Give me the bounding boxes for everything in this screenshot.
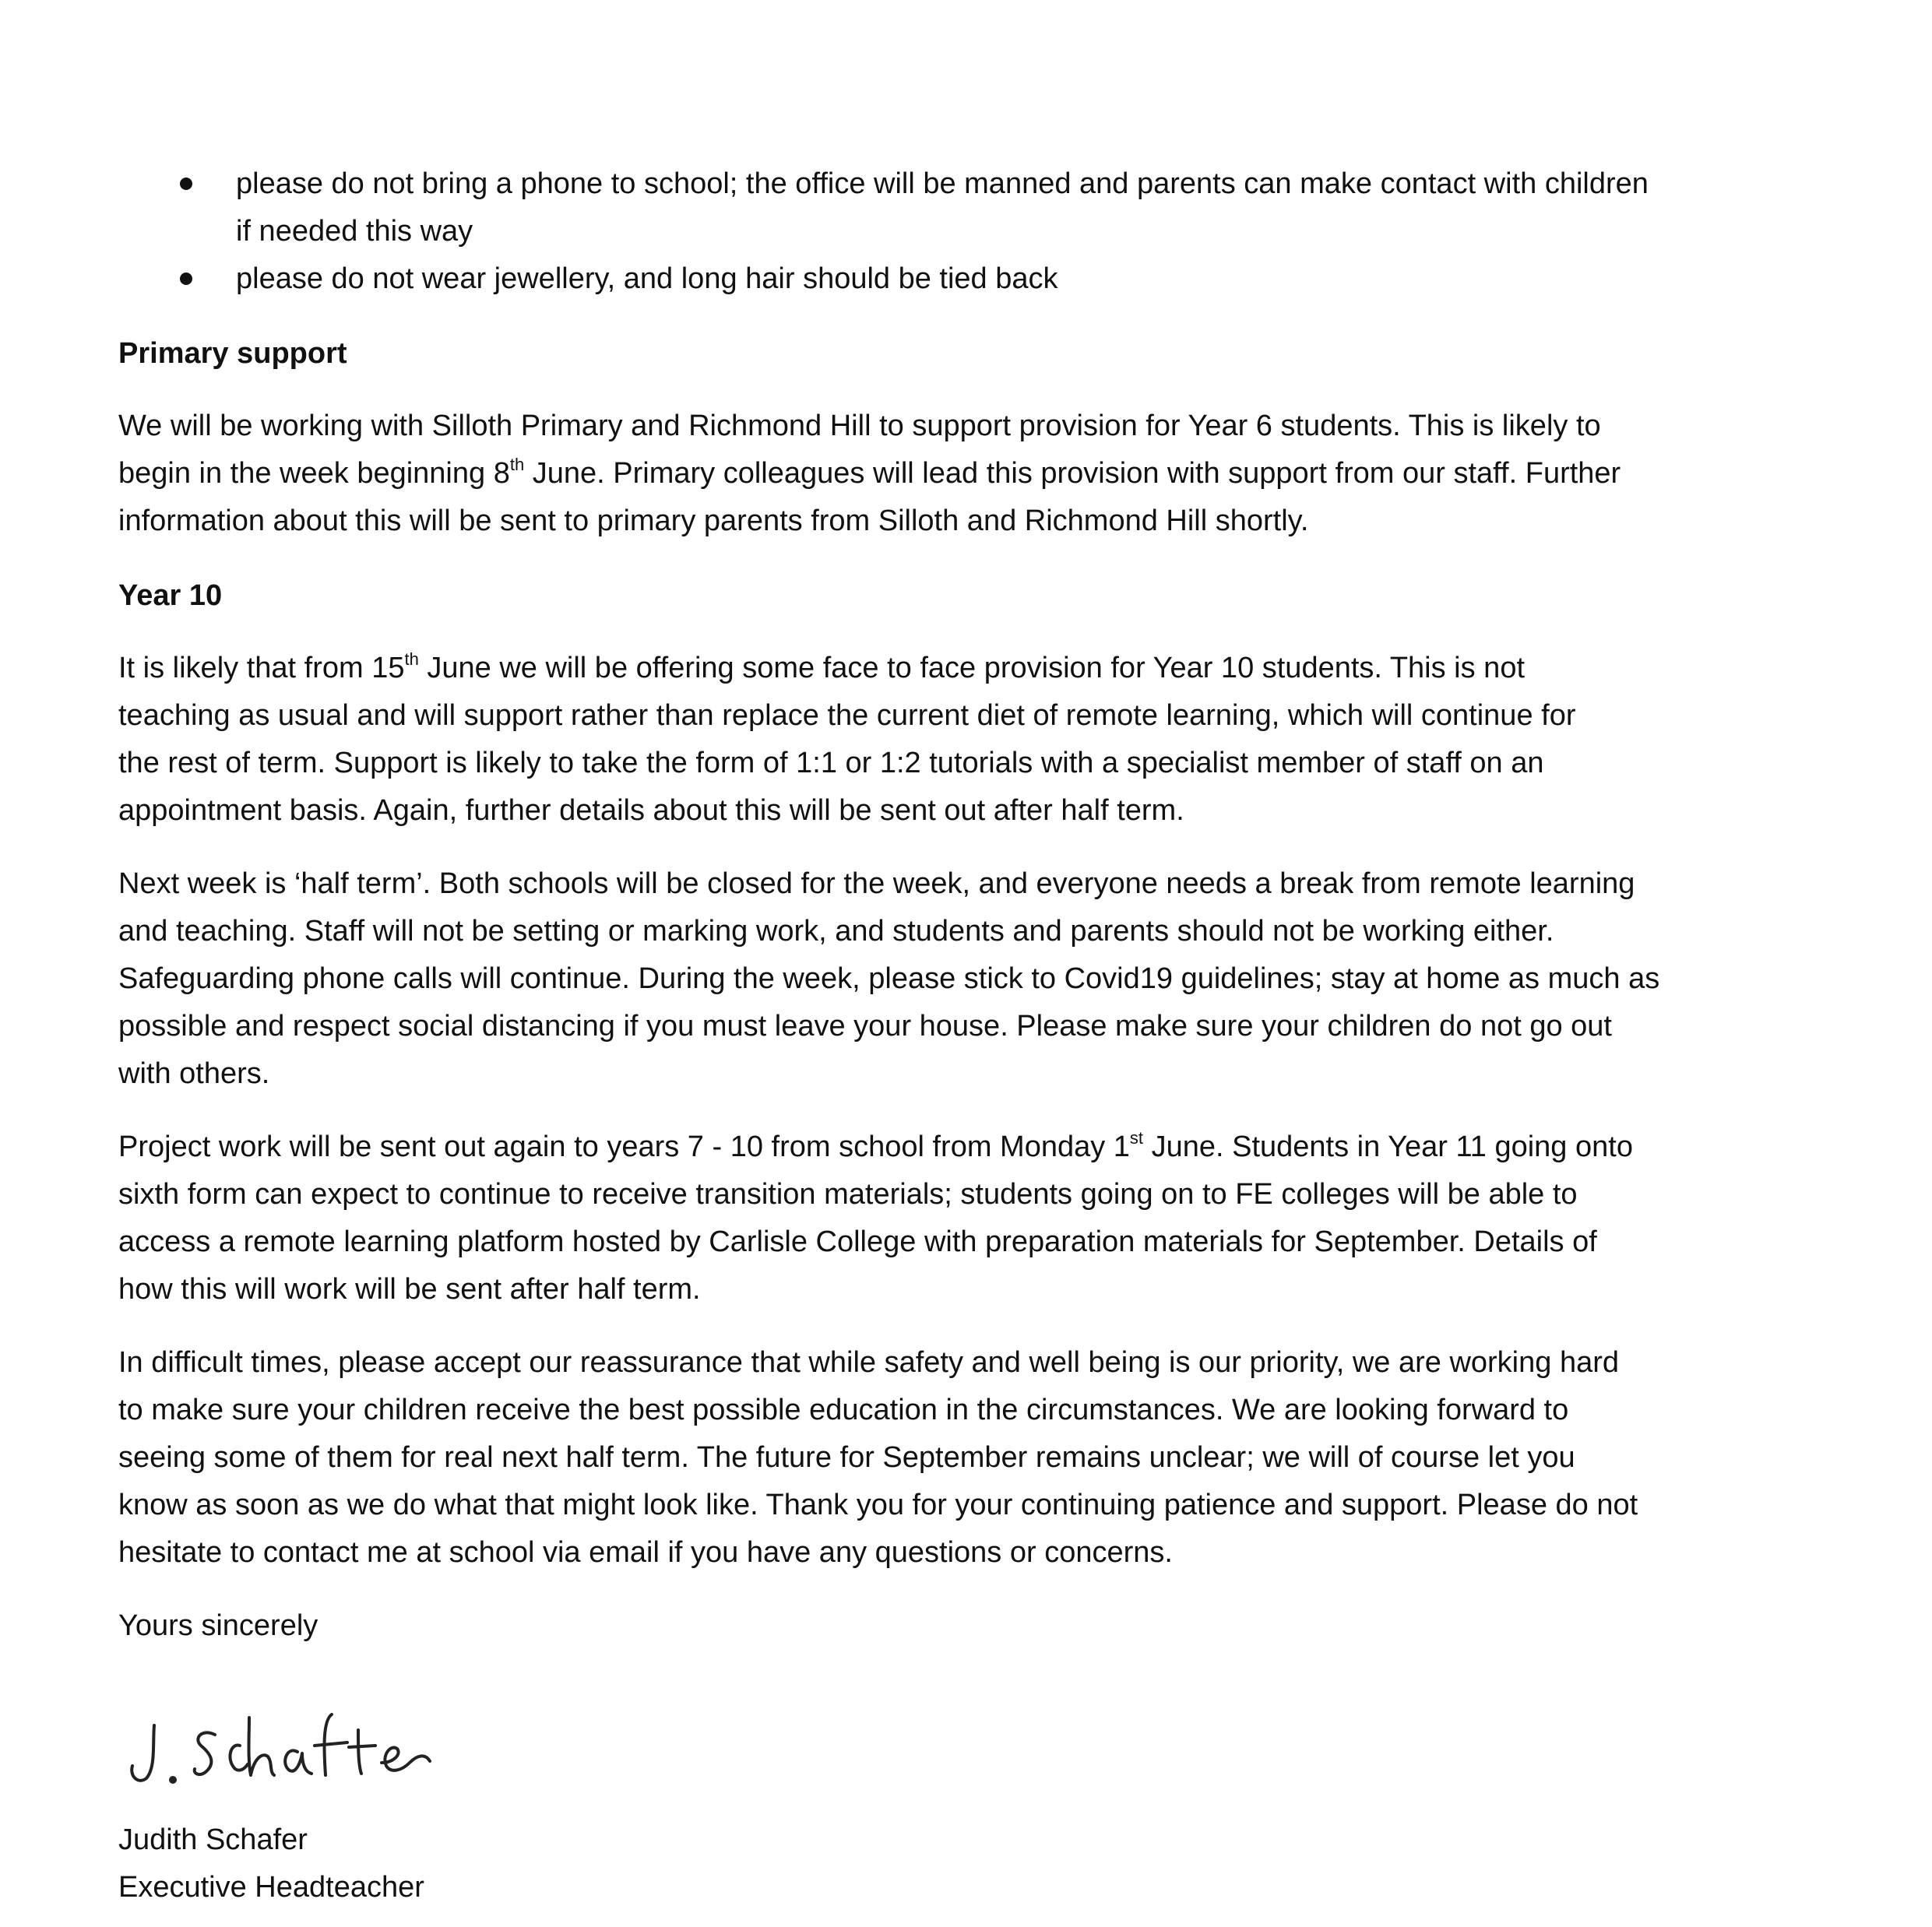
paragraph-line: with others. xyxy=(118,1057,270,1090)
paragraph-line: seeing some of them for real next half term. The future for September remains unclear; we will of course let you xyxy=(118,1441,1575,1474)
paragraph-line: sixth form can expect to continue to receive transition materials; students going on to FE colleges will be able to xyxy=(118,1178,1578,1211)
text-fragment: Project work will be sent out again to years 7 - 10 from school from Monday 1 xyxy=(118,1131,1130,1163)
text-fragment: It is likely that from 15 xyxy=(118,652,405,684)
paragraph-line: teaching as usual and will support rather than replace the current diet of remote learning, which will continue for xyxy=(118,699,1576,732)
paragraph-line: In difficult times, please accept our reassurance that while safety and well being is our priority, we are working hard xyxy=(118,1346,1619,1379)
paragraph-line xyxy=(118,649,1525,687)
paragraph-line: know as soon as we do what that might look like. Thank you for your continuing patience and support. Please do not xyxy=(118,1489,1638,1521)
text-fragment: begin in the week beginning 8 xyxy=(118,457,510,490)
signature-image xyxy=(125,1697,514,1799)
paragraph-line: and teaching. Staff will not be setting or marking work, and students and parents should not be working either. xyxy=(118,915,1554,948)
paragraph-line: Safeguarding phone calls will continue. During the week, please stick to Covid19 guidelines; stay at home as much as xyxy=(118,962,1660,995)
signatory-title: Executive Headteacher xyxy=(118,1871,424,1904)
paragraph-line xyxy=(118,1128,1633,1166)
ordinal-suffix: th xyxy=(404,649,419,670)
text-fragment: June we will be offering some face to face provision for Year 10 students. This is not xyxy=(418,652,1526,684)
paragraph-line: appointment basis. Again, further details about this will be sent out after half term. xyxy=(118,794,1184,827)
paragraph-line: information about this will be sent to primary parents from Silloth and Richmond Hill shortly. xyxy=(118,505,1309,537)
primary-support-heading: Primary support xyxy=(118,337,347,370)
bullet-text: if needed this way xyxy=(236,215,473,248)
paragraph-line xyxy=(118,455,1621,492)
year10-heading: Year 10 xyxy=(118,579,223,612)
bullet-text: please do not bring a phone to school; the office will be manned and parents can make contact with children xyxy=(236,167,1649,200)
bullet-text: please do not wear jewellery, and long hair should be tied back xyxy=(236,262,1058,295)
paragraph-line: how this will work will be sent after half term. xyxy=(118,1273,701,1306)
paragraph-line: possible and respect social distancing if you must leave your house. Please make sure your children do not go out xyxy=(118,1010,1612,1043)
paragraph-line: Next week is ‘half term’. Both schools will be closed for the week, and everyone needs a break from remote learning xyxy=(118,867,1635,900)
paragraph-line: hesitate to contact me at school via email if you have any questions or concerns. xyxy=(118,1536,1173,1569)
text-fragment: June. Students in Year 11 going onto xyxy=(1143,1131,1633,1163)
ordinal-suffix: st xyxy=(1129,1128,1144,1148)
paragraph-line: We will be working with Silloth Primary and Richmond Hill to support provision for Year 6 students. This is likely to xyxy=(118,410,1601,442)
ordinal-suffix: th xyxy=(509,455,525,475)
signatory-name: Judith Schafer xyxy=(118,1823,308,1856)
salutation: Yours sincerely xyxy=(118,1609,318,1642)
paragraph-line: the rest of term. Support is likely to take the form of 1:1 or 1:2 tutorials with a specialist member of staff on an xyxy=(118,747,1544,779)
paragraph-line: access a remote learning platform hosted by Carlisle College with preparation materials for September. Details of xyxy=(118,1225,1597,1258)
paragraph-line: to make sure your children receive the best possible education in the circumstances. We are looking forward to xyxy=(118,1394,1569,1426)
bullet-icon xyxy=(180,178,192,190)
text-fragment: June. Primary colleagues will lead this provision with support from our staff. Further xyxy=(524,457,1621,490)
bullet-icon xyxy=(180,273,192,285)
